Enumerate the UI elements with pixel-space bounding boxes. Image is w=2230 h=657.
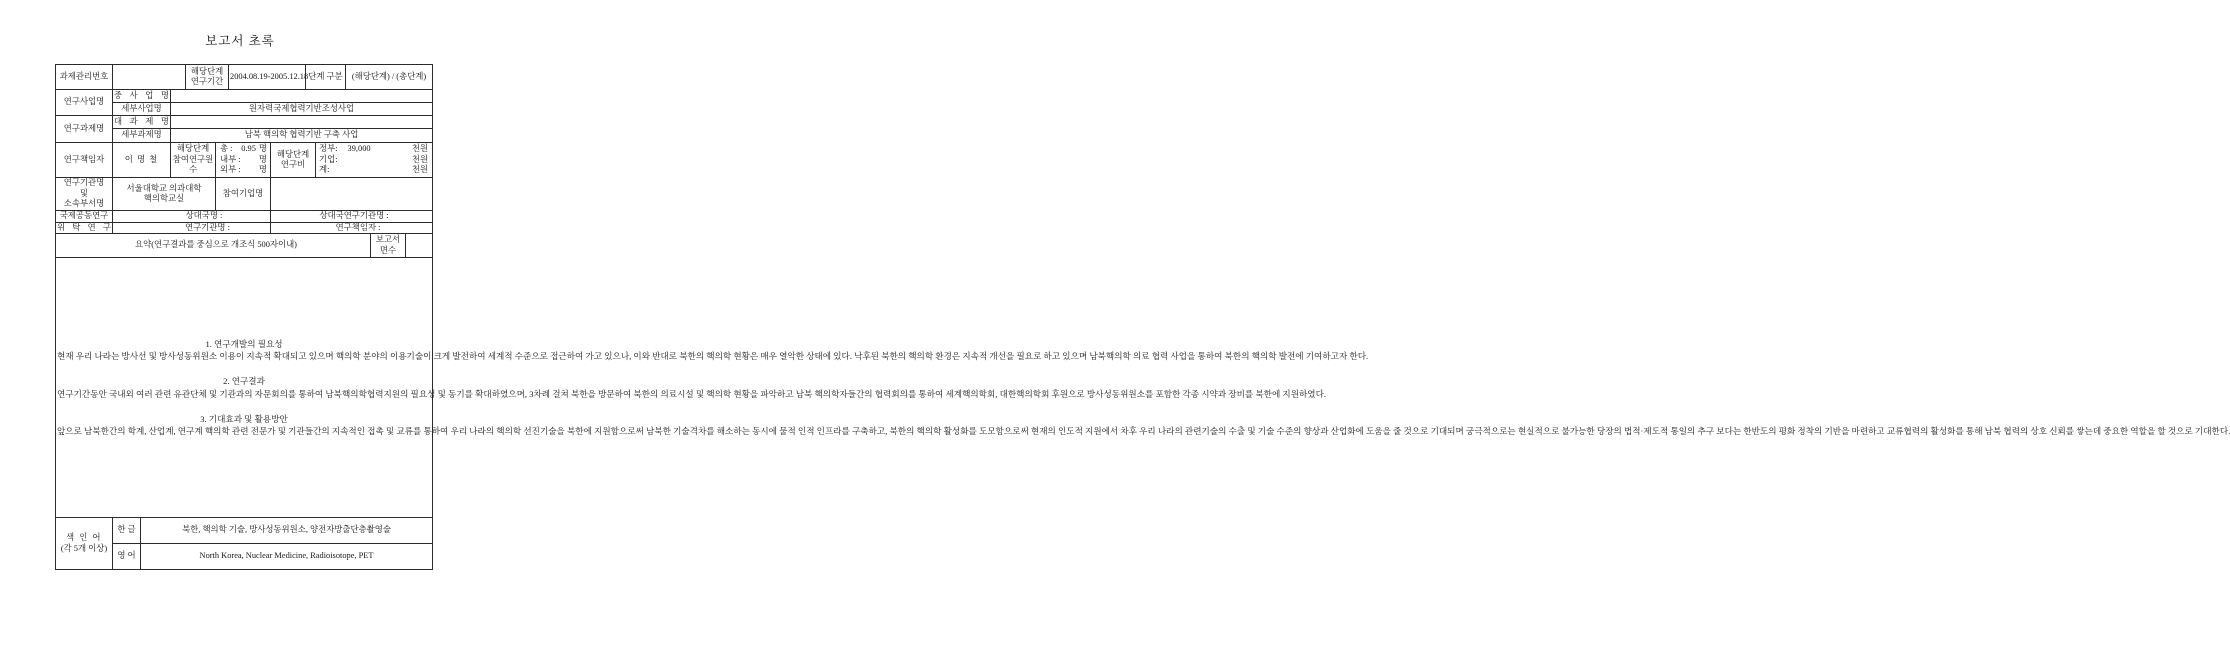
consigned-institution-label: 연구기관명 : [113,222,271,234]
korean-keywords-label: 한 글 [113,518,141,544]
summary-section-necessity [57,338,1369,363]
section-text: 연구기간동안 국내외 여러 관련 유관단체 및 기관과의 자문회의를 통하여 남북핵의학협력지원의 필요성 및 동기를 확대하였으며, 3차례 걸쳐 북한을 방문하여 북한의 의료시설 및 핵의학 현황을 파악하고 남북 핵의학자들간의 협력회의를 통하여 세계핵의학회, 대한핵의학회 후원으로 방사성동위원소를 포함한 각종 시약과 장비를 북한에 지원하였다. [57,388,1327,399]
main-project-value [171,116,433,129]
budget-amounts [316,143,433,178]
researchers-internal-row [217,155,269,166]
section-text: 앞으로 남북한간의 학계, 산업계, 연구계 핵의학 관련 전문가 및 기관들간의 지속적인 접촉 및 교류를 통하여 우리 나라의 핵의학 선진기술을 북한에 지원함으로써 남북한 기술격차를 해소하는 동시에 물적 인적 인프라를 구축하고, 북한의 핵의학 활성화를 도모함으로써 현재의 인도적 지원에서 차후 우리 나라의 관련기술의 수출 및 기술 수준의 향상과 산업화에 도움을 줄 것으로 기대되며 궁극적으로는 현실적으로 불가능한 당장의 법적·제도적 통일의 추구 보다는 한반도의 평화 정착의 기반을 마련하고 교류협력의 활성화를 통해 남북 협력의 상호 신뢰를 쌓는데 중요한 역할을 할 것으로 기대한다. [57,426,2230,436]
section-text: 현재 우리 나라는 방사선 및 방사성동위원소 이용이 지속적 확대되고 있으며 핵의학 분야의 이용기술이 크게 발전하여 세계적 수준으로 접근하여 가고 있으나, 이와 반대로 북한의 핵의학 현황은 매우 열악한 상태에 있다. 낙후된 북한의 핵의학 환경은 지속적 개선을 필요로 하고 있으며 남북핵의학 의료 협력 사업을 통하여 북한의 핵의학 발전에 기여하고자 한다. [57,351,1369,361]
keywords-label [56,518,113,570]
main-program-value [171,90,433,103]
budget-total-unit: 천원 [411,165,429,175]
budget-company-unit: 천원 [411,154,429,164]
researchers-total-value: 0.95 [241,144,256,154]
institution-value-line: 서울대학교 의과대학 [126,183,202,193]
row-institution [56,178,433,211]
budget-government-row [317,144,431,155]
company-label: 참여기업명 [216,178,271,211]
researchers-external-label: 외부 : [220,165,241,175]
keywords-label-line: (각 5개 이상) [60,543,108,553]
stage-label: 단계 구분 [306,65,346,90]
period-label [186,65,229,90]
stage-value: (해당단계) / (총단계) [346,65,433,90]
program-label: 연구사업명 [56,90,113,116]
researchers-internal-label: 내부 : [220,154,241,164]
page-count-label-line: 면수 [379,245,397,255]
budget-company-row [317,155,431,166]
researchers-label [171,143,216,178]
keywords-label-line: 색 인 어 [66,533,102,542]
budget-label [271,143,316,178]
consigned-label: 위 탁 연 구 [57,222,111,232]
researchers-total-label: 총 : [220,144,233,154]
sub-project-label: 세부과제명 [113,129,171,143]
researchers-external-unit: 명 [258,165,267,175]
researchers-label-line: 참여연구원 [172,154,214,164]
institution-value [113,178,216,211]
project-number-label: 과제관리번호 [56,65,113,90]
sub-program-value: 원자력국제협력기반조성사업 [171,103,433,116]
budget-government-label: 정부: [319,144,338,154]
section-heading: 3. 기대효과 및 활용방안 [200,413,288,424]
section-heading: 2. 연구결과 [223,376,265,386]
budget-total-row [317,165,431,176]
page-count-label [371,234,406,258]
page-count-value [406,234,433,258]
institution-label-line: 연구기관명 [63,178,105,188]
period-label-line: 연구기간 [190,77,224,86]
pi-label: 연구책임자 [56,143,113,178]
sub-program-label: 세부사업명 [113,103,171,116]
english-keywords-label: 영 어 [113,544,141,570]
row-program-main [56,90,433,103]
budget-label-line: 연구비 [280,160,306,169]
section-heading: 1. 연구개발의 필요성 [205,338,283,349]
row-program-sub [56,103,433,116]
project-title-label: 연구과제명 [56,116,113,143]
researchers-total-unit: 명 [258,144,267,154]
summary-body [56,258,2230,518]
row-project-main [56,116,433,129]
company-value [271,178,433,211]
page-count-label-line: 보고서 [375,235,401,244]
partner-country-label: 상대국명 : [113,211,271,223]
institution-label [56,178,113,211]
summary-section-expected-effects [57,413,2230,438]
sub-project-value: 남북 핵의학 협력기반 구축 사업 [171,129,433,143]
row-summary-body [56,258,433,518]
institution-value-line: 핵의학교실 [143,194,185,203]
budget-label-line: 해당단계 [276,149,310,159]
researchers-total-row [217,144,269,155]
institution-label-line: 및 [79,188,89,198]
international-label: 국제공동연구 [56,211,113,223]
row-keywords-english [56,544,433,570]
partner-institution-label: 상대국연구기관명 : [271,211,433,223]
row-international [56,211,433,223]
budget-company-label: 기업: [319,154,338,164]
budget-government-value: 39,000 [347,144,371,154]
budget-total-label: 계: [319,165,330,175]
institution-label-line: 소속부서명 [63,199,105,209]
english-keywords: North Korea, Nuclear Medicine, Radioisotope, PET [141,544,433,570]
summary-label: 요약(연구결과를 중심으로 개조식 500자이내) [56,234,371,258]
main-project-label: 대 과 제 명 [113,116,171,129]
korean-keywords: 북한, 핵의학 기술, 방사성동위원소, 양전자방출단층촬영술 [141,518,433,544]
pi-name: 이 명 철 [113,143,171,178]
researchers-label-line: 수 [188,165,198,175]
main-program-label: 중 사 업 명 [113,90,171,103]
consigned-pi-label: 연구책임자 : [271,222,433,234]
researchers-external-row [217,165,269,176]
budget-government-unit: 천원 [411,144,429,154]
researchers-internal-unit: 명 [258,154,267,164]
report-abstract-table [55,64,2230,570]
row-project-sub [56,129,433,143]
row-project-number [56,65,433,90]
row-principal-investigator [56,143,433,178]
researchers-label-line: 해당단계 [176,144,210,154]
summary-section-results [57,375,1327,400]
project-number-value [113,65,186,90]
period-label-line: 해당단계 [190,66,224,76]
period-value: 2004.08.19-2005.12.18 [229,65,306,90]
row-keywords-korean [56,518,433,544]
row-consigned [56,222,433,234]
researchers-counts [216,143,271,178]
document-title: 보고서 초록 [205,34,275,48]
row-summary-header [56,234,433,258]
